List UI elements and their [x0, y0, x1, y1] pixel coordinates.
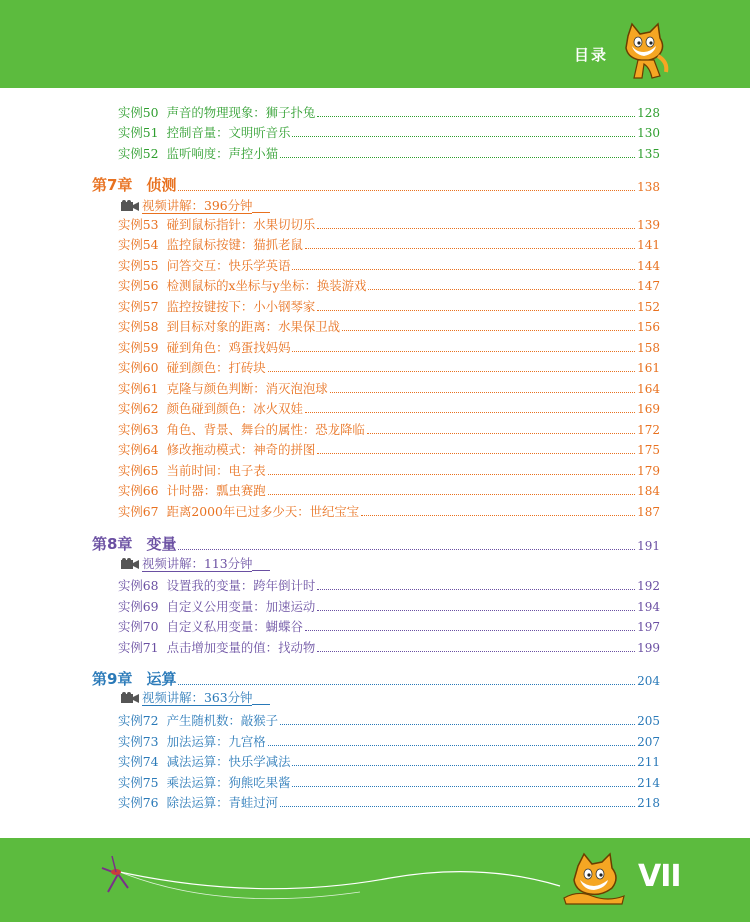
entry-label: 实例68: [118, 578, 159, 593]
entry-page: 164: [637, 382, 660, 396]
entry-title: 控制音量：文明听音乐: [166, 125, 291, 140]
dot-leader: [317, 589, 635, 590]
entry-title: 计时器：瓢虫赛跑: [166, 483, 266, 498]
video-duration: [120, 556, 270, 572]
entry-label: 实例53: [118, 217, 159, 232]
dot-leader: [268, 371, 635, 372]
toc-entry[interactable]: [118, 358, 660, 376]
entry-page: 179: [637, 464, 660, 478]
dot-leader: [317, 116, 635, 117]
entry-title: 产生随机数：敲猴子: [166, 713, 279, 728]
entry-page: 156: [637, 320, 660, 334]
toc-entry[interactable]: [118, 103, 660, 121]
entry-title: 颜色碰到颜色：冰火双娃: [166, 401, 303, 416]
dot-leader: [280, 806, 635, 807]
toc-entry[interactable]: [118, 793, 660, 811]
entry-title: 距离2000年已过多少天：世纪宝宝: [166, 504, 360, 519]
toc-entry[interactable]: [118, 276, 660, 294]
dot-leader: [305, 630, 635, 631]
toc-entry[interactable]: [118, 597, 660, 615]
toc-entry[interactable]: [118, 420, 660, 438]
entry-page: 161: [637, 361, 660, 375]
chapter-label: 第9章: [92, 670, 133, 688]
dot-leader: [292, 765, 635, 766]
toc-entry[interactable]: [118, 338, 660, 356]
dot-leader: [342, 330, 635, 331]
entry-title: 除法运算：青蛙过河: [166, 795, 279, 810]
chapter-heading-9[interactable]: [92, 667, 660, 689]
toc-entry[interactable]: [118, 317, 660, 335]
entry-title: 到目标对象的距离：水果保卫战: [166, 319, 341, 334]
entry-page: 175: [637, 443, 660, 457]
dot-leader: [305, 412, 635, 413]
toc-entry[interactable]: [118, 144, 660, 162]
entry-label: 实例57: [118, 299, 159, 314]
video-duration: [120, 690, 270, 706]
entry-label: 实例76: [118, 795, 159, 810]
chapter-label: 第7章: [92, 176, 133, 194]
entry-label: 实例51: [118, 125, 159, 140]
entry-page: 205: [637, 714, 660, 728]
entry-title: 问答交互：快乐学英语: [166, 258, 291, 273]
dot-leader: [317, 651, 635, 652]
entry-title: 监控鼠标按键：猫抓老鼠: [166, 237, 303, 252]
entry-label: 实例54: [118, 237, 159, 252]
scratch-cat-icon: [558, 852, 630, 906]
dot-leader: [317, 228, 635, 229]
dot-leader: [292, 786, 635, 787]
page-number: VII: [638, 859, 681, 894]
entry-label: 实例65: [118, 463, 159, 478]
entry-label: 实例71: [118, 640, 159, 655]
entry-label: 实例63: [118, 422, 159, 437]
entry-title: 角色、背景、舞台的属性：恐龙降临: [166, 422, 365, 437]
dot-leader: [292, 136, 635, 137]
toc-entry[interactable]: [118, 399, 660, 417]
entry-title: 设置我的变量：跨年倒计时: [166, 578, 316, 593]
chapter-title: 侦测: [146, 176, 177, 194]
chapter-page: 191: [637, 539, 660, 553]
dot-leader: [280, 724, 635, 725]
page-title: 目录: [573, 46, 608, 64]
entry-page: 192: [637, 579, 660, 593]
dot-leader: [317, 610, 635, 611]
entry-page: 144: [637, 259, 660, 273]
entry-title: 碰到鼠标指针：水果切切乐: [166, 217, 316, 232]
entry-title: 监控按键按下：小小钢琴家: [166, 299, 316, 314]
toc-entry[interactable]: [118, 617, 660, 635]
entry-page: 197: [637, 620, 660, 634]
dot-leader: [292, 351, 635, 352]
toc-entry[interactable]: [118, 773, 660, 791]
entry-label: 实例72: [118, 713, 159, 728]
entry-label: 实例69: [118, 599, 159, 614]
entry-label: 实例50: [118, 105, 159, 120]
entry-page: 184: [637, 484, 660, 498]
entry-title: 监听响度：声控小猫: [166, 146, 279, 161]
video-duration-text: 视频讲解：363分钟: [142, 689, 253, 705]
video-duration-text: 视频讲解：113分钟: [142, 555, 253, 571]
entry-label: 实例75: [118, 775, 159, 790]
dot-leader: [361, 515, 635, 516]
entry-label: 实例52: [118, 146, 159, 161]
entry-page: 152: [637, 300, 660, 314]
toc-entry[interactable]: [118, 481, 660, 499]
entry-label: 实例74: [118, 754, 159, 769]
entry-label: 实例66: [118, 483, 159, 498]
video-camera-icon: [120, 692, 140, 704]
entry-title: 声音的物理现象：狮子扑兔: [166, 105, 316, 120]
entry-title: 碰到角色：鸡蛋找妈妈: [166, 340, 291, 355]
entry-label: 实例73: [118, 734, 159, 749]
entry-page: 214: [637, 776, 660, 790]
entry-label: 实例64: [118, 442, 159, 457]
toc-entry[interactable]: [118, 576, 660, 594]
chapter-heading-7[interactable]: [92, 173, 660, 195]
entry-label: 实例56: [118, 278, 159, 293]
toc-entry[interactable]: [118, 711, 660, 729]
entry-page: 158: [637, 341, 660, 355]
toc-entry[interactable]: [118, 440, 660, 458]
toc-entry[interactable]: [118, 752, 660, 770]
video-duration: [120, 198, 270, 214]
entry-label: 实例59: [118, 340, 159, 355]
dot-leader: [305, 248, 635, 249]
entry-label: 实例67: [118, 504, 159, 519]
entry-title: 自定义私用变量：蝴蝶谷: [166, 619, 303, 634]
entry-page: 187: [637, 505, 660, 519]
toc-entry[interactable]: [118, 502, 660, 520]
entry-page: 135: [637, 147, 660, 161]
entry-page: 128: [637, 106, 660, 120]
toc-entry[interactable]: [118, 215, 660, 233]
entry-label: 实例58: [118, 319, 159, 334]
entry-page: 218: [637, 796, 660, 810]
video-camera-icon: [120, 558, 140, 570]
entry-title: 自定义公用变量：加速运动: [166, 599, 316, 614]
entry-title: 点击增加变量的值：找动物: [166, 640, 316, 655]
decorative-swirl-icon: [60, 842, 580, 918]
chapter-title: 变量: [146, 535, 177, 553]
entry-page: 199: [637, 641, 660, 655]
chapter-heading-8[interactable]: [92, 532, 660, 554]
dot-leader: [268, 494, 635, 495]
dot-leader: [330, 392, 635, 393]
entry-page: 130: [637, 126, 660, 140]
entry-page: 169: [637, 402, 660, 416]
dot-leader: [178, 684, 635, 685]
toc-entry[interactable]: [118, 235, 660, 253]
entry-title: 修改拖动模式：神奇的拼图: [166, 442, 316, 457]
toc-entry[interactable]: [118, 123, 660, 141]
dot-leader: [367, 433, 635, 434]
entry-title: 碰到颜色：打砖块: [166, 360, 266, 375]
toc-entry[interactable]: [118, 297, 660, 315]
dot-leader: [280, 157, 635, 158]
dot-leader: [268, 474, 635, 475]
video-camera-icon: [120, 200, 140, 212]
entry-page: 141: [637, 238, 660, 252]
entry-page: 194: [637, 600, 660, 614]
entry-label: 实例55: [118, 258, 159, 273]
toc-entry[interactable]: [118, 732, 660, 750]
toc-entry[interactable]: [118, 638, 660, 656]
entry-page: 211: [637, 755, 660, 769]
entry-title: 加法运算：九宫格: [166, 734, 266, 749]
entry-page: 207: [637, 735, 660, 749]
entry-page: 139: [637, 218, 660, 232]
entry-label: 实例61: [118, 381, 159, 396]
video-duration-text: 视频讲解：396分钟: [142, 197, 253, 213]
toc-entry[interactable]: [118, 461, 660, 479]
dot-leader: [268, 745, 635, 746]
entry-label: 实例60: [118, 360, 159, 375]
toc-entry[interactable]: [118, 256, 660, 274]
dot-leader: [292, 269, 635, 270]
dot-leader: [178, 549, 635, 550]
entry-label: 实例70: [118, 619, 159, 634]
entry-title: 当前时间：电子表: [166, 463, 266, 478]
chapter-label: 第8章: [92, 535, 133, 553]
dot-leader: [368, 289, 635, 290]
entry-title: 乘法运算：狗熊吃果酱: [166, 775, 291, 790]
dot-leader: [178, 190, 635, 191]
entry-page: 172: [637, 423, 660, 437]
scratch-cat-icon: [616, 22, 672, 82]
entry-label: 实例62: [118, 401, 159, 416]
dot-leader: [317, 453, 635, 454]
entry-title: 检测鼠标的x坐标与y坐标：换装游戏: [166, 278, 367, 293]
chapter-page: 204: [637, 674, 660, 688]
entry-page: 147: [637, 279, 660, 293]
toc-entry[interactable]: [118, 379, 660, 397]
entry-title: 减法运算：快乐学减法: [166, 754, 291, 769]
chapter-page: 138: [637, 180, 660, 194]
chapter-title: 运算: [146, 670, 177, 688]
dot-leader: [317, 310, 635, 311]
entry-title: 克隆与颜色判断：消灭泡泡球: [166, 381, 328, 396]
